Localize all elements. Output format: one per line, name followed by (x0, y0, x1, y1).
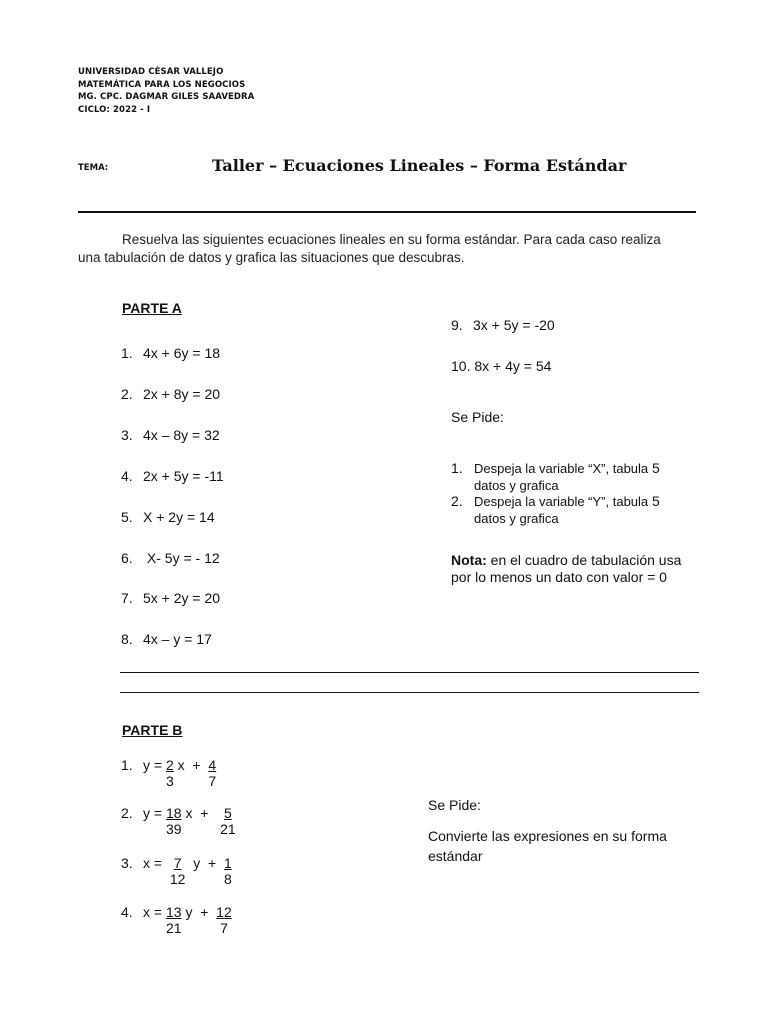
document-header (78, 66, 254, 116)
task-text: Despeja la variable “Y”, tabula (474, 494, 649, 509)
task-number: 2. (451, 493, 463, 509)
equation-5 (121, 509, 215, 525)
equation-2 (121, 386, 220, 402)
task-1 (451, 460, 701, 494)
equation-number: 2. (121, 386, 133, 402)
equation-7 (121, 590, 220, 606)
equation-text: 2x + 5y = -11 (143, 468, 224, 484)
task-count: 5 (652, 493, 660, 509)
nota-label: Nota: (451, 552, 487, 568)
fraction-b: $\frac{4}{7}$ (208, 757, 217, 789)
equation-9 (451, 317, 555, 333)
header-teacher: MG. CPC. DAGMAR GILES SAAVEDRA (78, 92, 255, 102)
task-number: 1. (451, 460, 463, 476)
equation-text: 4x + 6y = 18 (143, 345, 221, 361)
se-pide-b: Se Pide: (428, 797, 481, 813)
equation-number: 7. (121, 590, 133, 606)
header-cycle: CICLO: 2022 - I (78, 104, 151, 115)
section-divider-1 (120, 672, 699, 673)
fraction-b: $\frac{12}{7}$ (216, 904, 232, 936)
instruction-line-1: Convierte las expresiones en su forma (428, 828, 667, 844)
equation-number: 9. (451, 317, 463, 333)
intro-line-1: Resuelva las siguientes ecuaciones lineales en su forma estándar. Para cada caso realiza (122, 232, 661, 247)
equation-10 (451, 358, 551, 374)
item-variable: y (143, 757, 150, 773)
item-variable: y (143, 805, 150, 821)
item-term-variable: x (177, 757, 185, 773)
equation-number: 3. (121, 427, 133, 443)
item-variable: x (143, 855, 150, 871)
fraction-a: $\frac{2}{3}$ (165, 757, 174, 789)
equation-number: 1. (121, 345, 133, 361)
item-number: 1. (121, 757, 133, 773)
tema-label: TEMA: (78, 163, 109, 173)
item-term-variable: y (193, 855, 201, 871)
parte-b-item-2: 2. y = $\frac{18}{39}$ x + $\frac{5}{21}$ (121, 805, 236, 837)
fraction-b: $\frac{5}{21}$ (220, 805, 236, 837)
item-number: 2. (121, 805, 133, 821)
parte-b-title: PARTE B (122, 722, 183, 738)
item-number: 3. (121, 855, 133, 871)
equation-text: 2x + 8y = 20 (143, 386, 221, 402)
equation-number: 8. (121, 631, 133, 647)
equation-text: 5x + 2y = 20 (143, 590, 221, 606)
task-count: 5 (652, 460, 660, 476)
item-term-variable: y (185, 904, 193, 920)
header-university: UNIVERSIDAD CÉSAR VALLEJO (78, 67, 224, 77)
equation-number: 5. (121, 509, 133, 525)
parte-b-item-4: 4. x = $\frac{13}{21}$ y + $\frac{12}{7}$ (121, 904, 232, 936)
nota-text: en el cuadro de tabulación usa (486, 552, 682, 568)
parte-b-instruction (428, 826, 708, 866)
section-divider-2 (120, 692, 699, 693)
equation-number: 10. (451, 358, 471, 374)
equation-6 (121, 550, 220, 566)
equation-3 (121, 427, 220, 443)
instruction-line-2: estándar (428, 848, 483, 864)
fraction-a: $\frac{18}{39}$ (165, 805, 182, 837)
header-course: MATEMÁTICA PARA LOS NEGOCIOS (78, 79, 246, 90)
equation-4 (121, 468, 224, 484)
fraction-a: $\frac{7}{12}$ (169, 855, 186, 887)
task-text-line2: datos y grafica (474, 478, 559, 493)
nota-text-line2: por lo menos un dato con valor = 0 (451, 569, 667, 585)
parte-a-title: PARTE A (122, 300, 182, 316)
equation-text: 4x – y = 17 (143, 631, 212, 647)
equation-number: 4. (121, 468, 133, 484)
equation-1 (121, 345, 220, 361)
equation-text: X- 5y = - 12 (143, 550, 220, 566)
parte-b-item-1: 1. y = $\frac{2}{3}$ x + $\frac{4}{7}$ (121, 757, 217, 789)
nota (451, 552, 711, 586)
equation-text: 3x + 5y = -20 (473, 317, 555, 333)
task-text-line2: datos y grafica (474, 511, 559, 526)
equation-number: 6. (121, 550, 133, 566)
equation-text: 8x + 4y = 54 (474, 358, 552, 374)
se-pide-a: Se Pide: (451, 409, 504, 425)
item-number: 4. (121, 904, 133, 920)
item-term-variable: x (185, 805, 193, 821)
equation-text: 4x – 8y = 32 (143, 427, 220, 443)
equation-8 (121, 631, 212, 647)
intro-paragraph (78, 231, 698, 267)
title-divider (78, 211, 696, 213)
parte-b-item-3: 3. x = $\frac{7}{12}$ y + $\frac{1}{8}$ (121, 855, 232, 887)
fraction-a: $\frac{13}{21}$ (165, 904, 182, 936)
item-variable: x (143, 904, 150, 920)
equation-text: X + 2y = 14 (143, 509, 215, 525)
intro-line-2: una tabulación de datos y grafica las situaciones que descubras. (78, 250, 465, 265)
page-title: Taller – Ecuaciones Lineales – Forma Estándar (212, 156, 627, 175)
fraction-b: $\frac{1}{8}$ (223, 855, 232, 887)
task-2 (451, 493, 701, 527)
task-text: Despeja la variable “X”, tabula (474, 461, 649, 476)
